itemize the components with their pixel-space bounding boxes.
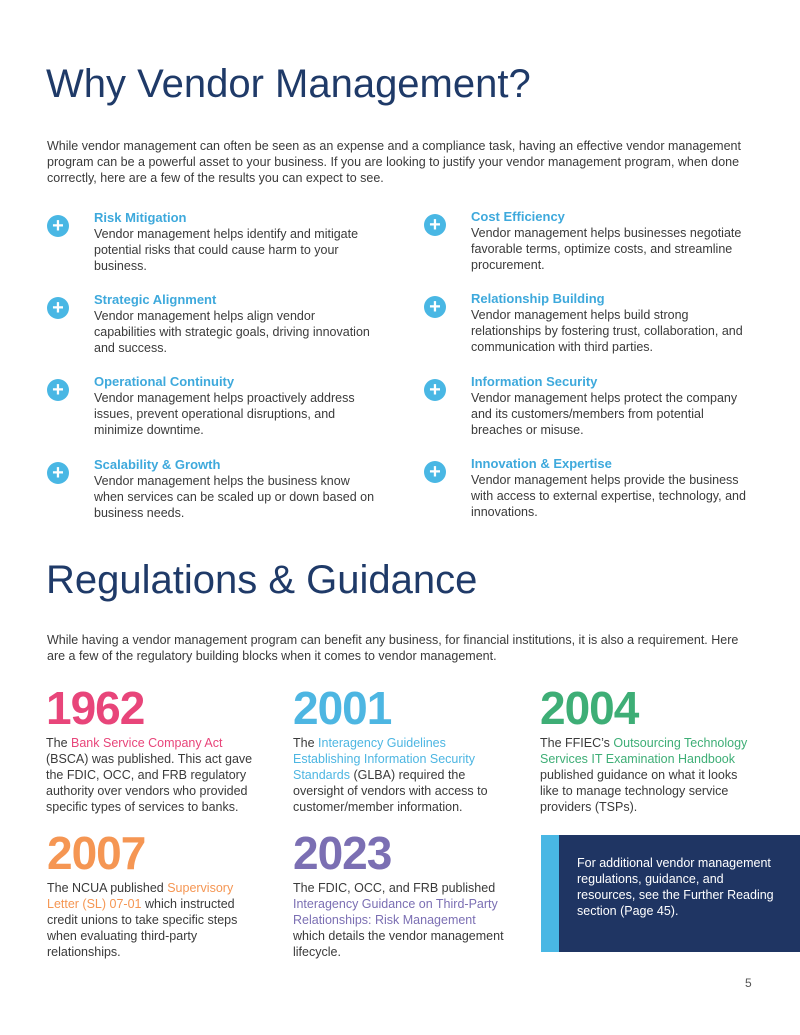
text-after: which instructed credit unions to take specific steps when evaluating third-party relationships. (47, 897, 238, 959)
text-after: published guidance on what it looks like to manage technology service providers (TSPs). (540, 768, 738, 814)
benefit-cost-efficiency (424, 209, 742, 273)
regulation-2007 (47, 828, 247, 960)
intro-paragraph: While vendor management can often be seen as an expense and a compliance task, having an effective vendor management program can be a powerful asset to your business. If you are looking to justify your vendor management program, when done correctly, here are a few of the results you can expect to see. (47, 139, 741, 185)
benefit-scalability-growth (47, 457, 375, 521)
further-reading-callout (559, 835, 800, 952)
benefit-description: Vendor management helps businesses negotiate favorable terms, optimize costs, and streamline procurement. (471, 226, 742, 272)
year-label: 2023 (293, 827, 392, 879)
benefit-title: Innovation & Expertise (471, 456, 612, 471)
regulation-link[interactable]: Bank Service Company Act (71, 736, 223, 750)
regulation-2004 (540, 683, 755, 815)
page-title: Why Vendor Management? (46, 62, 531, 106)
regulation-link[interactable]: Interagency Guidelines Establishing Information Security Standards (293, 736, 476, 782)
text-before: The NCUA published (47, 881, 168, 895)
regulation-1962 (46, 683, 261, 815)
benefit-title: Information Security (471, 374, 598, 389)
plus-icon: + (424, 296, 446, 318)
regulation-text (540, 735, 755, 815)
regulation-text (293, 735, 508, 815)
text-before: The FDIC, OCC, and FRB published (293, 881, 496, 895)
regulation-text (46, 735, 261, 815)
text-before: The (46, 736, 72, 750)
regulation-link[interactable]: Supervisory Letter (SL) 07-01 (47, 881, 234, 911)
benefit-risk-mitigation (47, 210, 359, 274)
callout-accent-stripe (541, 835, 559, 952)
plus-icon: + (47, 215, 69, 237)
benefit-title: Operational Continuity (94, 374, 235, 389)
benefit-description: Vendor management helps proactively address issues, prevent operational disruptions, and minimize downtime. (94, 391, 355, 437)
plus-icon: + (424, 379, 446, 401)
year-label: 1962 (46, 682, 145, 734)
benefit-description: Vendor management helps provide the business with access to external expertise, technology, and innovations. (471, 473, 746, 519)
page-number: 5 (745, 976, 752, 990)
text-after: which details the vendor management lifecycle. (293, 929, 504, 959)
text-after: (GLBA) required the oversight of vendors with access to customer/member information. (293, 768, 488, 814)
plus-icon: + (424, 461, 446, 483)
text-before: The FFIEC’s (540, 736, 614, 750)
benefit-innovation-expertise (424, 456, 746, 520)
plus-icon: + (47, 297, 69, 319)
benefit-description: Vendor management helps build strong relationships by fostering trust, collaboration, and communication with third parties. (471, 308, 743, 354)
benefit-title: Scalability & Growth (94, 457, 221, 472)
benefit-description: Vendor management helps identify and mitigate potential risks that could cause harm to your business. (94, 227, 359, 273)
benefit-description: Vendor management helps the business know when services can be scaled up or down based on business needs. (94, 474, 375, 520)
regulation-link[interactable]: Interagency Guidance on Third-Party Relationships: Risk Management (293, 897, 498, 927)
benefit-description: Vendor management helps protect the company and its customers/members from potential breaches or misuse. (471, 391, 738, 437)
callout-text: For additional vendor management regulations, guidance, and resources, see the Further Reading section (Page 45). (577, 856, 774, 918)
year-label: 2001 (293, 682, 392, 734)
benefit-title: Strategic Alignment (94, 292, 217, 307)
regulation-text (47, 880, 247, 960)
benefit-information-security (424, 374, 738, 438)
regulation-2023 (293, 828, 508, 960)
plus-icon: + (47, 462, 69, 484)
text-after: (BSCA) was published. This act gave the FDIC, OCC, and FRB regulatory authority over vendors who provided specific types of services to banks. (46, 752, 253, 814)
benefit-title: Risk Mitigation (94, 210, 187, 225)
section-title: Regulations & Guidance (46, 558, 478, 602)
benefit-title: Cost Efficiency (471, 209, 565, 224)
benefit-description: Vendor management helps align vendor capabilities with strategic goals, driving innovation and success. (94, 309, 370, 355)
plus-icon: + (424, 214, 446, 236)
regulation-text (293, 880, 508, 960)
benefit-title: Relationship Building (471, 291, 605, 306)
year-label: 2007 (47, 827, 146, 879)
regulations-intro: While having a vendor management program can benefit any business, for financial institutions, it is also a requirement. Here are a few of the regulatory building blocks when it comes to vendor management. (47, 633, 739, 663)
text-before: The (293, 736, 319, 750)
year-label: 2004 (540, 682, 639, 734)
plus-icon: + (47, 379, 69, 401)
regulation-link[interactable]: Outsourcing Technology Services IT Examination Handbook (540, 736, 748, 766)
benefit-strategic-alignment (47, 292, 370, 356)
regulation-2001 (293, 683, 508, 815)
benefit-operational-continuity (47, 374, 355, 438)
benefit-relationship-building (424, 291, 743, 355)
